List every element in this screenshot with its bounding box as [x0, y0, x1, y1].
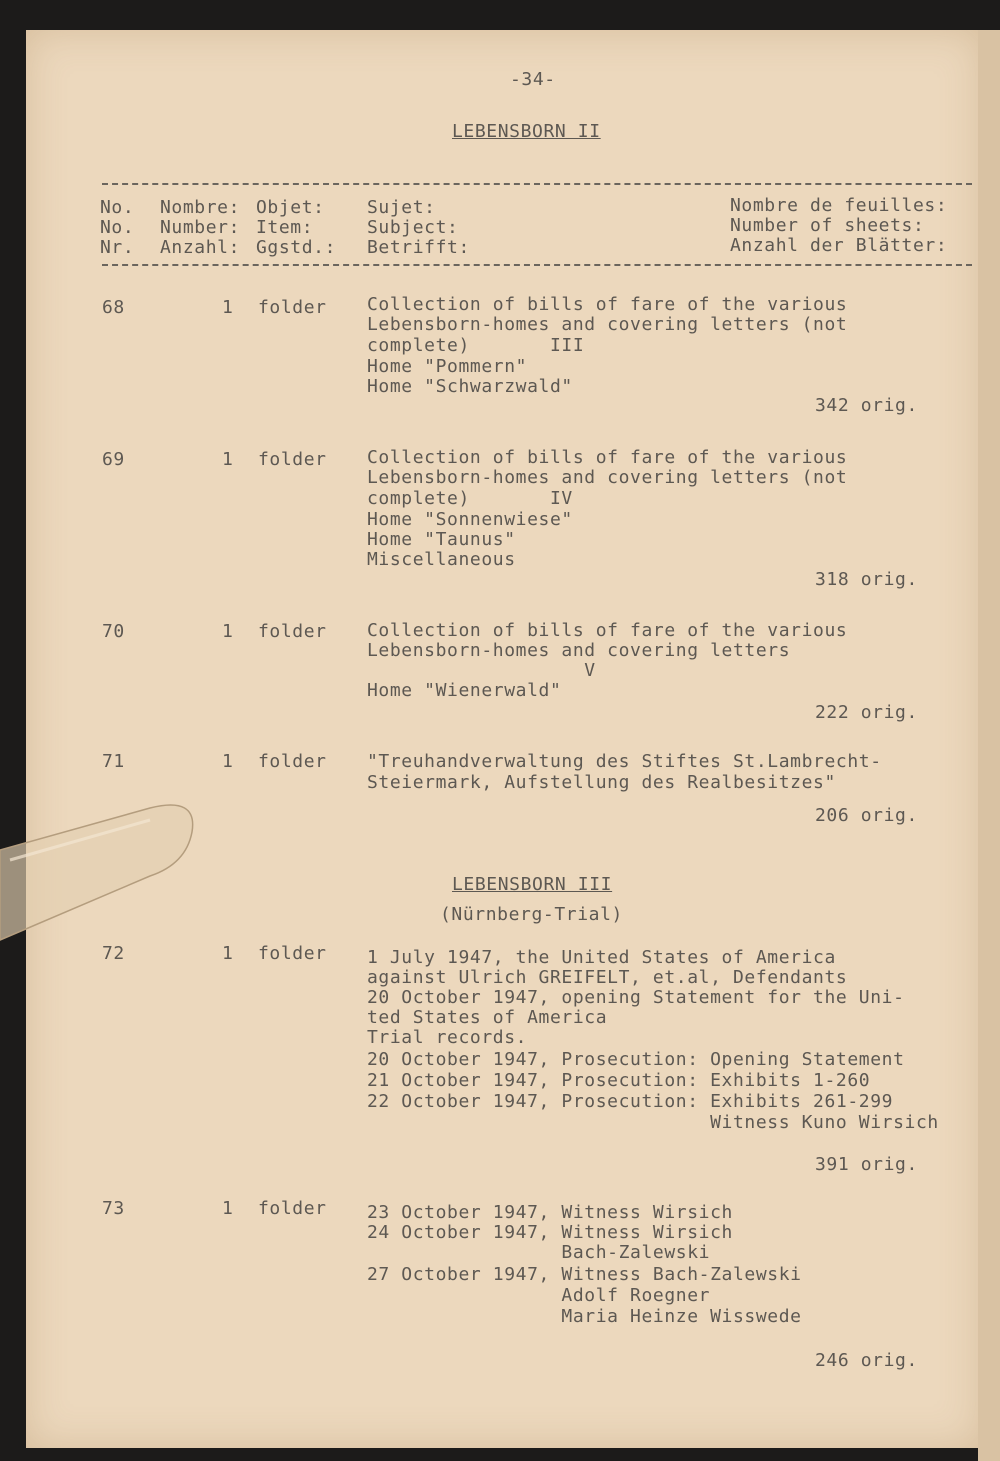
entry-number: 68: [102, 297, 125, 318]
entry-item: folder: [258, 751, 327, 772]
entry-quantity: 1: [222, 621, 234, 642]
entry-line: Collection of bills of fare of the various: [367, 620, 848, 641]
entry-line: Miscellaneous: [367, 549, 516, 570]
entry-line: "Treuhandverwaltung des Stiftes St.Lambrecht-: [367, 751, 882, 772]
entry-item: folder: [258, 943, 327, 964]
entry-quantity: 1: [222, 297, 234, 318]
entry-line: Home "Pommern": [367, 356, 528, 377]
header-top-rule: [102, 183, 972, 185]
section2-subtitle: (Nürnberg-Trial): [440, 904, 623, 925]
entry-line: complete) III: [367, 335, 585, 356]
entry-line: Home "Sonnenwiese": [367, 509, 573, 530]
entry-quantity: 1: [222, 751, 234, 772]
entry-number: 72: [102, 943, 125, 964]
header-bottom-rule: [102, 264, 972, 266]
header-item-de: Ggstd.:: [256, 237, 337, 258]
header-item-fr: Objet:: [256, 197, 325, 218]
entry-sheets: 342 orig.: [815, 395, 918, 416]
header-no-fr: No.: [100, 197, 135, 218]
entry-line: 27 October 1947, Witness Bach-Zalewski: [367, 1264, 802, 1285]
header-no-de: Nr.: [100, 237, 135, 258]
entry-line: Trial records.: [367, 1027, 528, 1048]
entry-line: 20 October 1947, Prosecution: Opening Statement: [367, 1049, 905, 1070]
entry-number: 71: [102, 751, 125, 772]
entry-item: folder: [258, 1198, 327, 1219]
adjacent-page-edge: [978, 30, 1000, 1461]
entry-line: Maria Heinze Wisswede: [367, 1306, 802, 1327]
entry-sheets: 246 orig.: [815, 1350, 918, 1371]
entry-line: 22 October 1947, Prosecution: Exhibits 261-299: [367, 1091, 894, 1112]
entry-line: Home "Taunus": [367, 529, 516, 550]
header-no-en: No.: [100, 217, 135, 238]
entry-item: folder: [258, 621, 327, 642]
entry-sheets: 206 orig.: [815, 805, 918, 826]
entry-quantity: 1: [222, 1198, 234, 1219]
entry-number: 70: [102, 621, 125, 642]
header-sheets-fr: Nombre de feuilles:: [730, 195, 948, 216]
header-subject-en: Subject:: [367, 217, 459, 238]
entry-number: 69: [102, 449, 125, 470]
entry-line: 1 July 1947, the United States of America: [367, 947, 836, 968]
entry-line: 20 October 1947, opening Statement for the Uni-: [367, 987, 905, 1008]
entry-line: Lebensborn-homes and covering letters: [367, 640, 791, 661]
entry-line: against Ulrich GREIFELT, et.al, Defendants: [367, 967, 848, 988]
entry-line: Adolf Roegner: [367, 1285, 711, 1306]
entry-sheets: 391 orig.: [815, 1154, 918, 1175]
entry-line: 24 October 1947, Witness Wirsich: [367, 1222, 733, 1243]
entry-item: folder: [258, 297, 327, 318]
header-number-de: Anzahl:: [160, 237, 241, 258]
entry-line: 23 October 1947, Witness Wirsich: [367, 1202, 733, 1223]
header-item-en: Item:: [256, 217, 314, 238]
header-subject-fr: Sujet:: [367, 197, 436, 218]
entry-line: V: [367, 660, 596, 681]
entry-sheets: 222 orig.: [815, 702, 918, 723]
header-number-en: Number:: [160, 217, 241, 238]
entry-item: folder: [258, 449, 327, 470]
entry-line: Collection of bills of fare of the various: [367, 294, 848, 315]
entry-quantity: 1: [222, 943, 234, 964]
entry-sheets: 318 orig.: [815, 569, 918, 590]
entry-line: complete) IV: [367, 488, 573, 509]
entry-line: Lebensborn-homes and covering letters (not: [367, 467, 848, 488]
entry-line: Collection of bills of fare of the various: [367, 447, 848, 468]
entry-number: 73: [102, 1198, 125, 1219]
section-title: LEBENSBORN II: [452, 121, 601, 142]
entry-line: Bach-Zalewski: [367, 1242, 711, 1263]
entry-line: Lebensborn-homes and covering letters (not: [367, 314, 848, 335]
entry-line: 21 October 1947, Prosecution: Exhibits 1-260: [367, 1070, 871, 1091]
section2-title: LEBENSBORN III: [452, 874, 613, 895]
entry-quantity: 1: [222, 449, 234, 470]
entry-line: Steiermark, Aufstellung des Realbesitzes": [367, 772, 836, 793]
header-sheets-en: Number of sheets:: [730, 215, 925, 236]
header-sheets-de: Anzahl der Blätter:: [730, 235, 948, 256]
entry-line: Home "Wienerwald": [367, 680, 562, 701]
entry-line: Home "Schwarzwald": [367, 376, 573, 397]
header-subject-de: Betrifft:: [367, 237, 470, 258]
page-number: -34-: [510, 69, 556, 90]
entry-line: ted States of America: [367, 1007, 608, 1028]
header-number-fr: Nombre:: [160, 197, 241, 218]
entry-line: Witness Kuno Wirsich: [367, 1112, 939, 1133]
